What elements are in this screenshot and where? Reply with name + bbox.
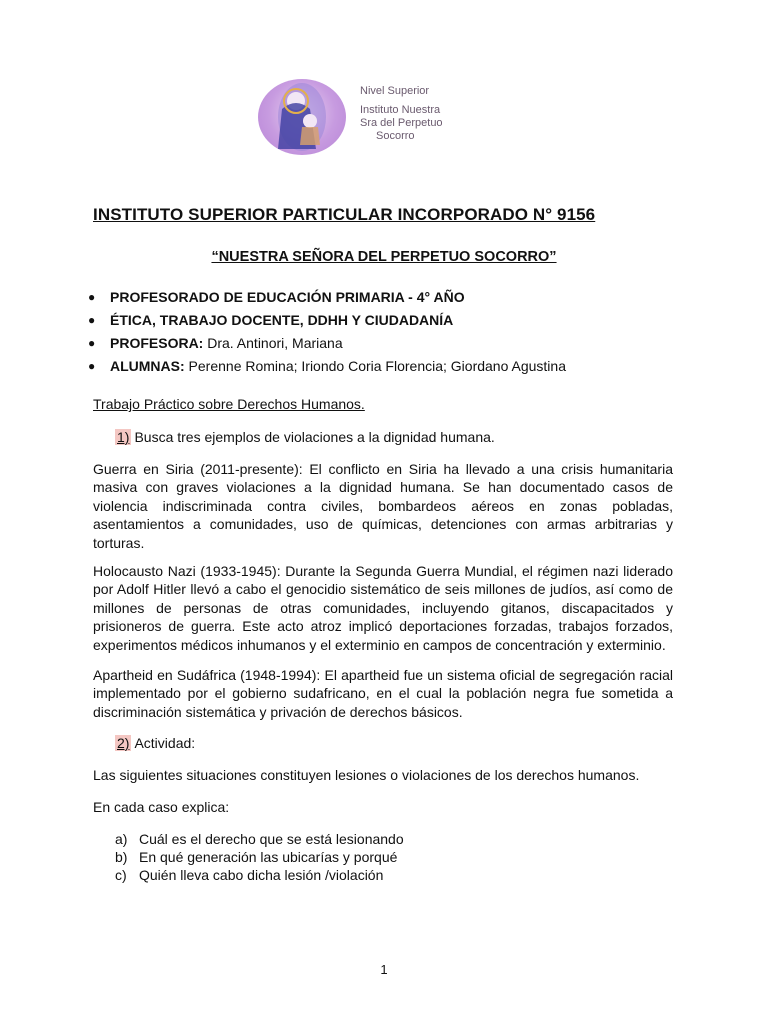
document-subtitle: “NUESTRA SEÑORA DEL PERPETUO SOCORRO” [211, 249, 557, 265]
bullet-dot-icon: ● [88, 290, 96, 304]
bullet-dot-icon: ● [88, 336, 96, 350]
bullet-value: Dra. Antinori, Mariana [203, 335, 343, 351]
logo-line-1: Nivel Superior [360, 85, 430, 97]
list-text: Quién lleva cabo dicha lesión /violación [139, 867, 384, 883]
page-number: 1 [380, 962, 388, 977]
bullet-dot-icon: ● [88, 359, 96, 373]
logo-line-4: Socorro [376, 130, 415, 142]
list-item [115, 830, 404, 848]
list-marker: c) [115, 867, 127, 883]
virgin-icon [258, 79, 346, 155]
paragraph-apartheid: Apartheid en Sudáfrica (1948-1994): El apartheid fue un sistema oficial de segregación racial implementado por el gobierno sudafricano, en el cual la población negra fue sometida a discriminación sistemática y privación de derechos básicos. [93, 667, 673, 720]
question-2 [115, 734, 195, 752]
paragraph-holocausto: Holocausto Nazi (1933-1945): Durante la Segunda Guerra Mundial, el régimen nazi liderado por Adolf Hitler llevó a cabo el genocidio sistemático de seis millones de judíos, así como de millones de personas de otras comunidades, incluyendo gitanos, discapacitados y prisioneros de guerra. Este acto atroz implicó deportaciones forzadas, trabajos forzados, experimentos médicos inhumanos y el exterminio en campos de concentración y exterminio. [93, 563, 673, 653]
question-text: Actividad: [134, 735, 196, 751]
header-bullet-list [88, 288, 566, 380]
list-item [115, 866, 404, 884]
assignment-heading: Trabajo Práctico sobre Derechos Humanos. [93, 396, 365, 412]
bullet-item [88, 334, 566, 357]
question-text: Busca tres ejemplos de violaciones a la dignidad humana. [134, 429, 495, 445]
list-text: Cuál es el derecho que se está lesionando [139, 831, 404, 847]
bullet-label: PROFESORADO DE EDUCACIÓN PRIMARIA - 4° AÑO [110, 289, 465, 305]
question-1 [115, 428, 495, 446]
bullet-item [88, 288, 566, 311]
question-number: 1) [117, 429, 130, 445]
list-marker: a) [115, 831, 128, 847]
bullet-label: ALUMNAS: [110, 358, 185, 374]
bullet-item [88, 357, 566, 380]
institution-logo [258, 79, 458, 155]
logo-line-2: Instituto Nuestra [360, 104, 441, 116]
bullet-item [88, 311, 566, 334]
list-item [115, 848, 404, 866]
list-marker: b) [115, 849, 128, 865]
bullet-label: ÉTICA, TRABAJO DOCENTE, DDHH Y CIUDADANÍA [110, 312, 454, 328]
logo-text [360, 85, 443, 143]
activity-list [115, 830, 404, 884]
activity-instruction: En cada caso explica: [93, 799, 230, 815]
question-number: 2) [117, 735, 130, 751]
bullet-label: PROFESORA: [110, 335, 204, 351]
bullet-value: Perenne Romina; Iriondo Coria Florencia; Giordano Agustina [184, 358, 566, 374]
logo-line-3: Sra del Perpetuo [360, 117, 443, 129]
bullet-dot-icon: ● [88, 313, 96, 327]
paragraph-siria: Guerra en Siria (2011-presente): El conflicto en Siria ha llevado a una crisis humanitaria masiva con graves violaciones a la dignidad humana. Se han documentado casos de violencia indiscriminada contra civiles, bombardeos aéreos en zonas pobladas, asentamientos a comunidades, uso de químicas, detenciones con armas arbitrarias y torturas. [93, 461, 673, 551]
activity-intro: Las siguientes situaciones constituyen lesiones o violaciones de los derechos humanos. [93, 767, 640, 783]
document-title: INSTITUTO SUPERIOR PARTICULAR INCORPORADO N° 9156 [93, 205, 596, 224]
list-text: En qué generación las ubicarías y porqué [139, 849, 398, 865]
